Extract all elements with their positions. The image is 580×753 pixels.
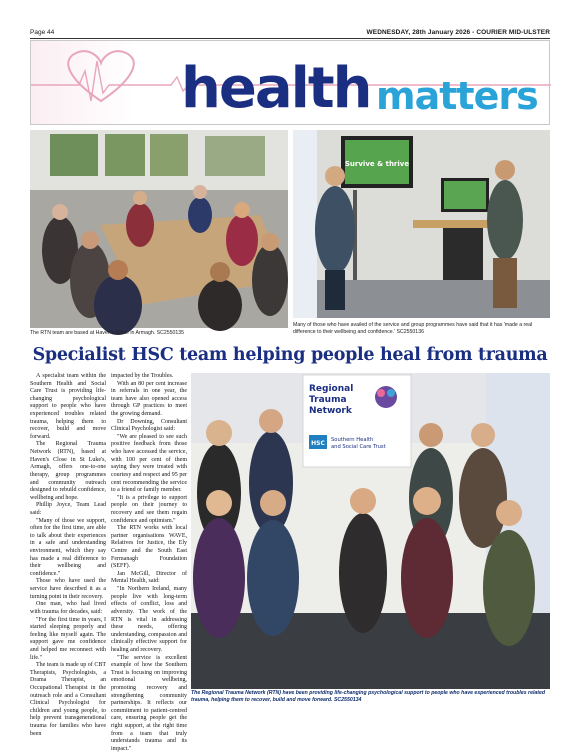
sign-line-1: Regional [309,384,354,394]
presentation-caption: Many of those who have availed of the service and group programmes have said that it has 'made a real difference to their wellbeing and confidence.' SC2550136 [293,322,533,335]
hsc-logo-text: HSC [311,440,325,447]
article-paragraph: A specialist team within the Southern Health and Social Care Trust is providing life-changing psychological support to people who have experienced troubles related trauma, helping them to recover, build and move forward. [30,373,106,440]
team-meeting-caption: The RTN team are based at Haven's Close in Armagh. SC2550135 [30,330,185,336]
page-number: Page 44 [30,28,55,36]
article-paragraph: Jan McGill, Director of Mental Health, said: [111,570,187,585]
rtn-logo-icon [375,386,397,408]
hsc-line-1: Southern Health [331,437,374,443]
article-paragraph: "In Northern Ireland, many people live with long-term effects of conflict, loss and adversity. The work of the RTN is vital in addressing these needs, offering understanding, compassion and clinically effective support for healing and recovery. [111,586,187,653]
masthead-health-word: health [181,56,371,121]
article-paragraph: The team is made up of CBT Therapists, Psychologists, a Drama Therapist, an Occupational Therapist in the outreach role and a Consultant Clinical Psychologist for children and young people, to help prevent transgenerational trauma for families who have been [30,662,106,737]
article-paragraph: Dr Downing, Consultant Clinical Psychologist said: [111,418,187,433]
article-paragraph: "We are pleased to see such positive feedback from those who have accessed the service, with 100 per cent of them saying they were treated with courtesy and respect and 95 per cent recommending the service to a friend or family member. [111,433,187,494]
sign-line-3: Network [309,406,352,416]
article-paragraph: The Regional Trauma Network (RTN), based at Haven's Close in St Luke's, Armagh, offers one-to-one therapy, group programmes and community outreach designed to rebuild confidence, wellbeing and hope. [30,441,106,501]
page-header [30,26,550,38]
hsc-line-2: and Social Care Trust [331,444,386,450]
group-photo-caption: The Regional Trauma Network (RTN) have been providing life-changing psychological support to people who have experienced troubles related trauma, helping them to recover, build and move forward. SC2550134 [191,690,546,703]
team-meeting-photo [30,130,288,328]
masthead-banner [30,40,550,125]
article-paragraph: The RTN works with local partner organisations WAVE, Relatives for Justice, the Ely Centre and the South East Fermanagh Foundation (SEFF). [111,525,187,570]
article-paragraph: Phillip Joyce, Team Lead said: [30,502,106,516]
article-paragraph: impacted by the Troubles. [111,373,174,379]
header-rule [30,38,550,39]
article-paragraph: One man, who had lived with trauma for decades, said: [30,601,106,615]
article-column-1 [30,373,106,738]
group-photo [191,373,550,689]
article-column-2 [111,373,187,753]
screen-text: Survive & thrive [344,160,410,168]
article-paragraph: With an 80 per cent increase in referrals in one year, the team have also opened access through GP practices to meet the growing demand. [111,380,187,418]
article-headline: Specialist HSC team helping people heal from trauma [32,345,548,365]
article-paragraph: "For the first time in years, I started sleeping properly and feeling like myself again. The support gave me confidence and helped me reconnect with life." [30,616,106,661]
masthead-matters-word: matters [376,74,538,118]
page-date: WEDNESDAY, 28th January 2026 - COURIER MID-ULSTER [366,28,550,36]
article-paragraph: Those who have used the service have described it as a turning point in their recovery. [30,578,106,600]
article-paragraph: "The service is excellent example of how the Southern Trust is focusing on improving emotional wellbeing, promoting recovery and strengthening community partnerships. It reflects our commitment to patient-centred care, ensuring people get the right support, at the right time from a team that truly understands trauma and its impact." [111,654,187,752]
article-paragraph: "It is a privilege to support people on their journey to recovery and see them regain confidence and optimism." [111,494,187,524]
presentation-photo [293,130,550,318]
sign-line-2: Trauma [309,395,347,405]
article-paragraph: "Many of those we support, often for the first time, are able to talk about their experiences in a safe and understanding environment, which they say has made a real difference to their wellbeing and confidence." [30,517,106,577]
